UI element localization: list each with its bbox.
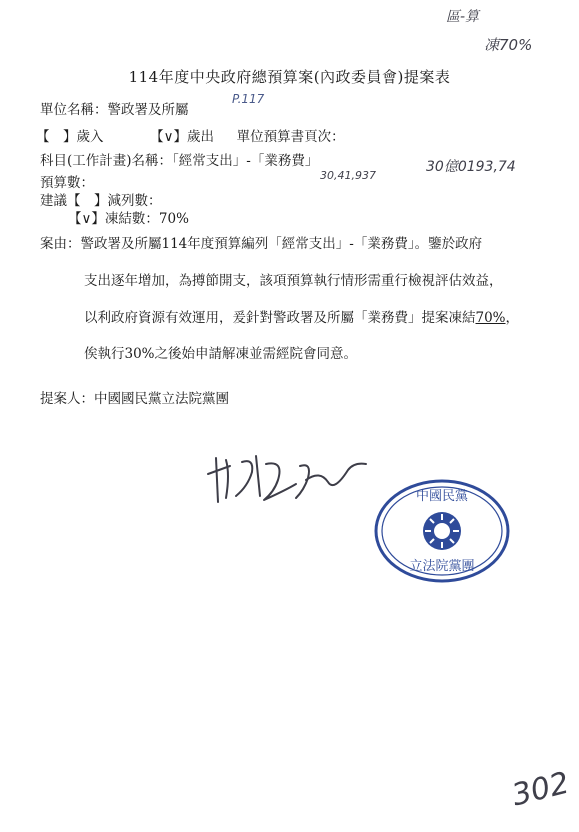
case-text-3c: ， bbox=[505, 310, 520, 326]
budget-out-option: 【∨】歲出 bbox=[150, 129, 214, 145]
suggest-freeze-option: 【∨】凍結數： bbox=[68, 211, 159, 227]
suggest-freeze-row bbox=[68, 210, 189, 228]
case-line-1 bbox=[40, 235, 482, 253]
seal-text-bottom: 立法院黨團 bbox=[409, 559, 475, 574]
handwritten-signature bbox=[196, 440, 371, 510]
handwritten-amount-under: 30,41,937 bbox=[320, 169, 376, 182]
case-label: 案由： bbox=[40, 236, 81, 252]
seal-text-top: 中國民黨 bbox=[415, 489, 469, 504]
handwritten-page-ref: P.117 bbox=[232, 92, 265, 106]
handwritten-mark-top: 區-算 bbox=[446, 9, 480, 25]
handwritten-page-number: 302 bbox=[508, 765, 573, 814]
suggest-label: 建議 bbox=[40, 193, 67, 209]
handwritten-amount-right: 30億0193,74 bbox=[426, 159, 516, 175]
unit-row bbox=[40, 101, 189, 119]
case-line-3 bbox=[84, 309, 519, 327]
case-line-2: 支出逐年增加，為撙節開支，該項預算執行情形需重行檢視評估效益， bbox=[84, 273, 503, 289]
subject-value: 「經常支出」-「業務費」 bbox=[172, 153, 319, 169]
handwritten-mark-freeze: 凍70% bbox=[484, 36, 533, 54]
budget-amount-row bbox=[40, 174, 94, 192]
unit-label: 單位名稱： bbox=[40, 102, 108, 118]
budget-type-row bbox=[36, 128, 345, 146]
subject-label: 科目(工作計畫)名稱： bbox=[40, 153, 173, 169]
party-seal bbox=[372, 476, 512, 586]
budget-page-label: 單位預算書頁次： bbox=[236, 129, 345, 145]
proposer-label: 提案人： bbox=[40, 391, 94, 407]
case-line-4: 俟執行30%之後始申請解凍並需經院會同意。 bbox=[84, 346, 358, 362]
document-title: 114年度中央政府總預算案(內政委員會)提案表 bbox=[128, 68, 451, 86]
budget-in-option: 【 】歲入 bbox=[36, 129, 104, 145]
proposer-row bbox=[40, 390, 229, 408]
budget-amount-label: 預算數： bbox=[40, 175, 94, 191]
proposer-value: 中國國民黨立法院黨團 bbox=[94, 391, 229, 407]
case-text-1: 警政署及所屬114年度預算編列「經常支出」-「業務費」。鑒於政府 bbox=[80, 236, 483, 252]
suggest-row bbox=[40, 192, 162, 210]
suggest-freeze-value: 70% bbox=[158, 211, 189, 227]
unit-value: 警政署及所屬 bbox=[107, 102, 189, 118]
subject-row bbox=[40, 152, 318, 170]
case-text-3a: 以利政府資源有效運用，爰針對警政署及所屬「業務費」提案凍結 bbox=[84, 310, 476, 326]
suggest-cut-option: 【 】減列數： bbox=[67, 193, 162, 209]
case-text-3b: 70% bbox=[475, 310, 506, 326]
